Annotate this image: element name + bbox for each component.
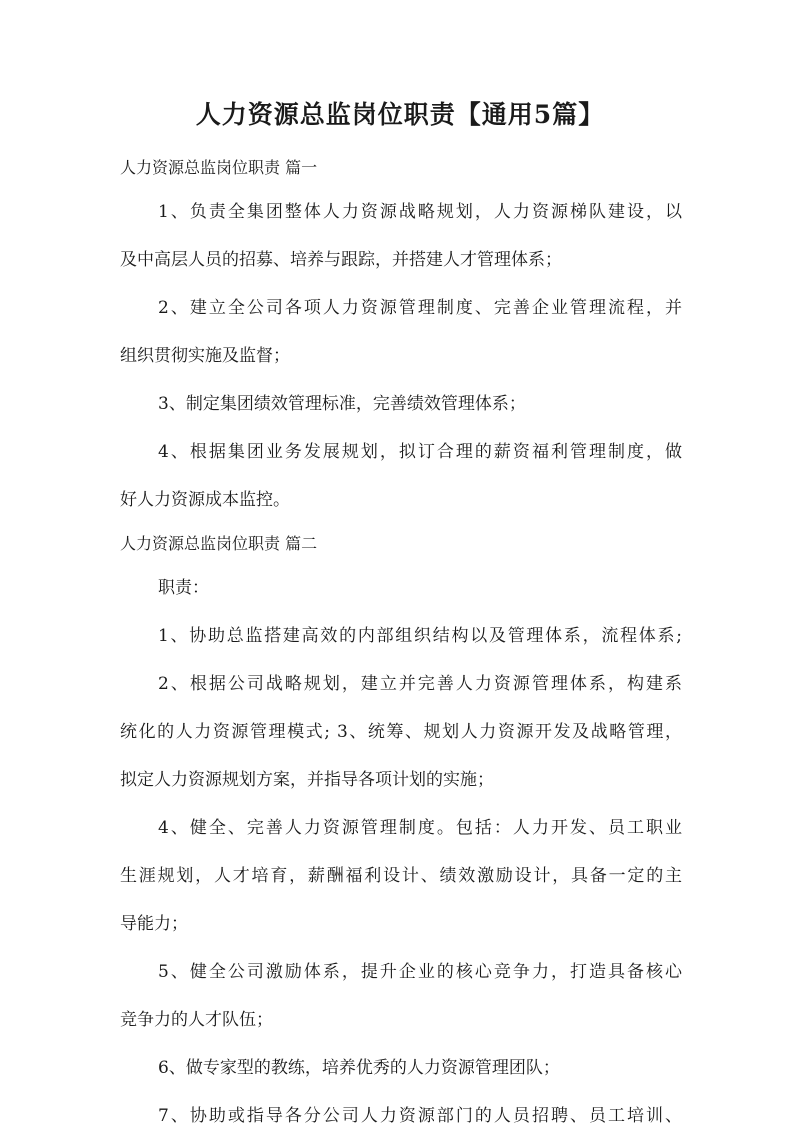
paragraph-line: 导能力； — [120, 914, 188, 934]
paragraph-line: 4、根据集团业务发展规划，拟订合理的薪资福利管理制度，做 — [158, 442, 682, 462]
paragraph-line: 2、建立全公司各项人力资源管理制度、完善企业管理流程，并 — [158, 298, 682, 318]
paragraph-line: 好人力资源成本监控。 — [120, 490, 290, 510]
paragraph-line: 统化的人力资源管理模式; 3、统筹、规划人力资源开发及战略管理， — [120, 722, 682, 742]
paragraph-line: 拟定人力资源规划方案，并指导各项计划的实施； — [120, 770, 494, 790]
document-body — [120, 148, 682, 1140]
paragraph-line: 竞争力的人才队伍； — [120, 1010, 273, 1030]
paragraph-line: 7、协助或指导各分公司人力资源部门的人员招聘、员工培训、 — [158, 1106, 682, 1126]
paragraph-line: 组织贯彻实施及监督； — [120, 346, 290, 366]
paragraph-line: 6、做专家型的教练，培养优秀的人力资源管理团队； — [158, 1058, 560, 1078]
paragraph-line: 1、协助总监搭建高效的内部组织结构以及管理体系，流程体系; — [158, 626, 682, 646]
section-heading-2: 人力资源总监岗位职责 篇二 — [120, 534, 318, 553]
paragraph-line: 生涯规划，人才培育，薪酬福利设计、绩效激励设计，具备一定的主 — [120, 866, 682, 886]
paragraph-line: 及中高层人员的招募、培养与跟踪，并搭建人才管理体系； — [120, 250, 562, 270]
paragraph-line: 1、负责全集团整体人力资源战略规划，人力资源梯队建设，以 — [158, 202, 682, 222]
paragraph-line: 5、健全公司激励体系，提升企业的核心竞争力，打造具备核心 — [158, 962, 682, 982]
section-heading-1: 人力资源总监岗位职责 篇一 — [120, 158, 318, 177]
paragraph-line: 3、制定集团绩效管理标准，完善绩效管理体系； — [158, 394, 526, 414]
paragraph-line: 4、健全、完善人力资源管理制度。包括：人力开发、员工职业 — [158, 818, 682, 838]
paragraph-line: 职责： — [158, 578, 209, 598]
document-title: 人力资源总监岗位职责【通用5篇】 — [195, 100, 605, 129]
paragraph-line: 2、根据公司战略规划，建立并完善人力资源管理体系，构建系 — [158, 674, 682, 694]
